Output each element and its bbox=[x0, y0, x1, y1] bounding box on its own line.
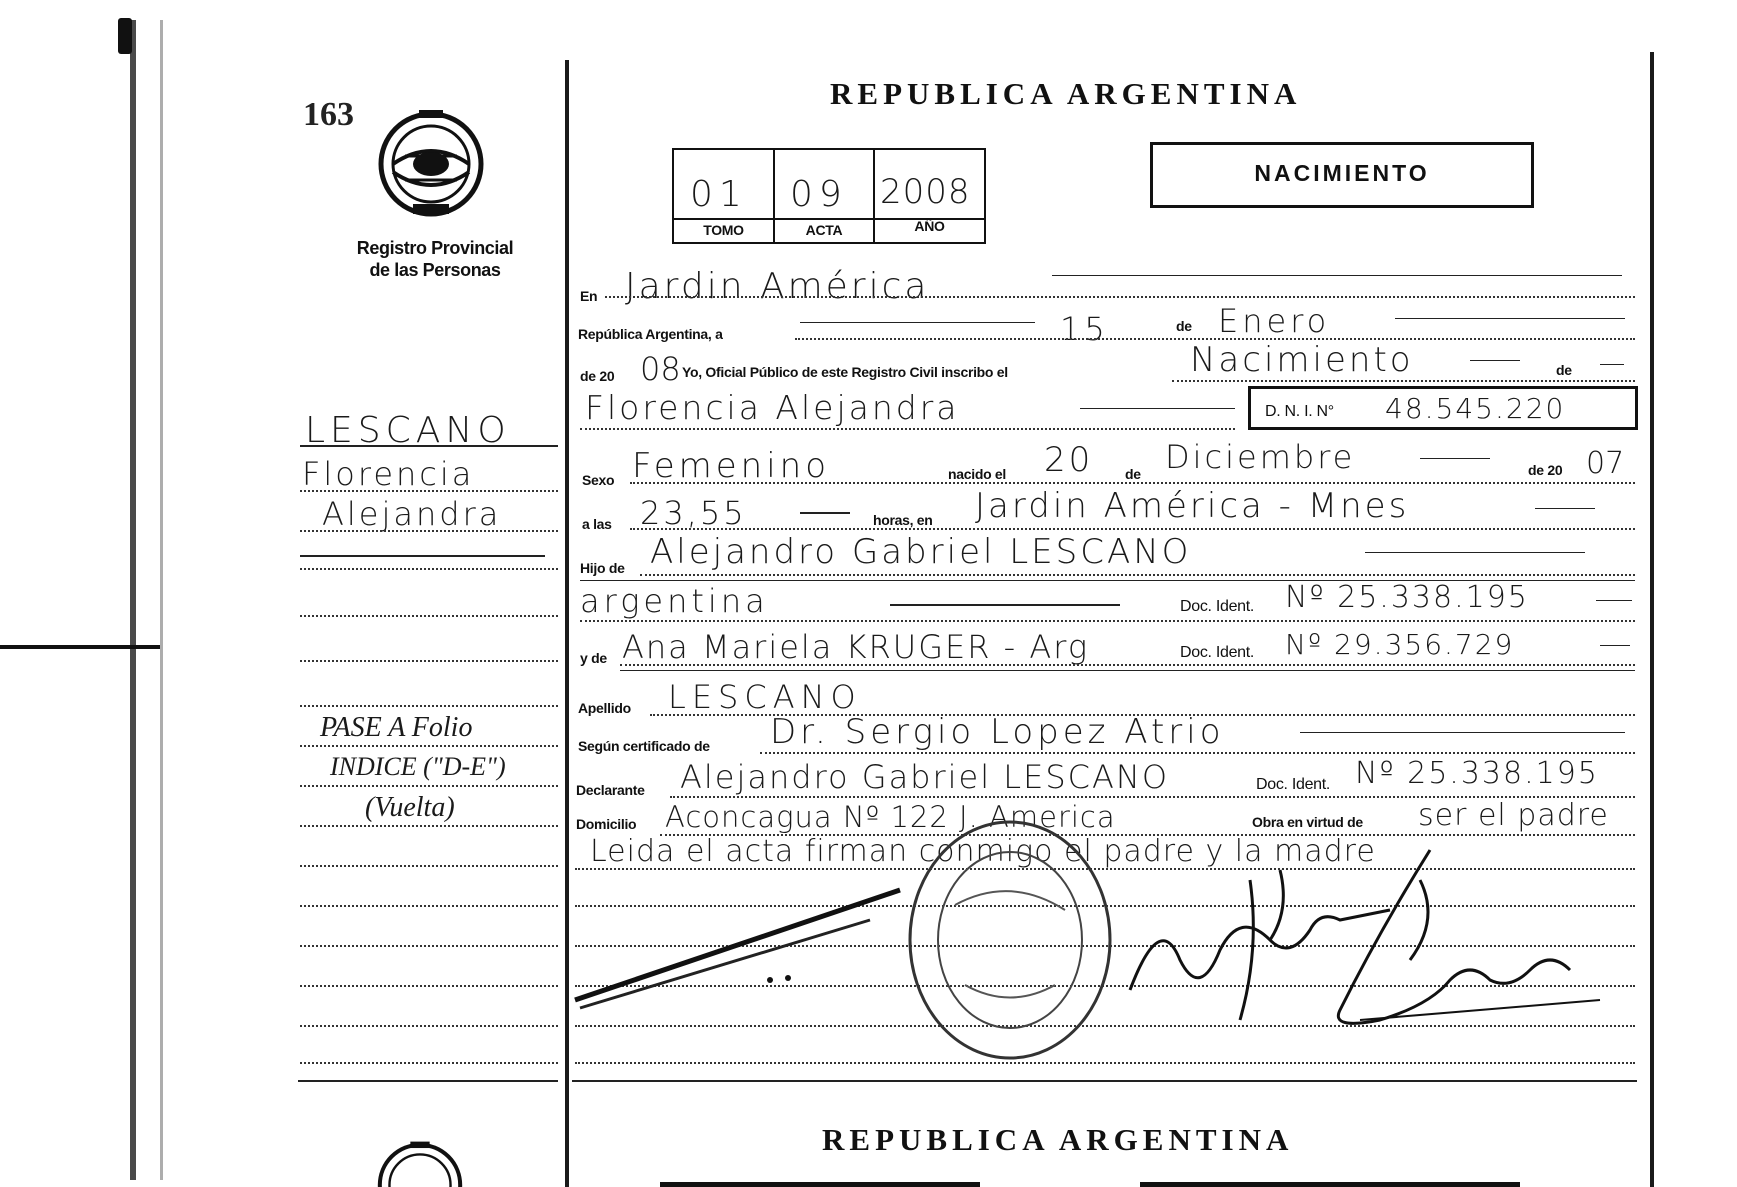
form-line bbox=[630, 528, 1635, 530]
page-edge-line bbox=[130, 20, 136, 1180]
de20-label: de 20 bbox=[580, 368, 615, 384]
form-line bbox=[620, 664, 1635, 666]
form-line bbox=[1172, 380, 1635, 382]
month-value: Enero bbox=[1218, 302, 1331, 340]
form-line bbox=[1470, 360, 1520, 361]
form-line bbox=[605, 296, 1635, 298]
domicilio-label: Domicilio bbox=[576, 816, 637, 832]
sexo-value: Femenino bbox=[632, 446, 830, 486]
registry-name-line1: Registro Provincial bbox=[356, 238, 514, 258]
margin-rule bbox=[300, 785, 558, 787]
margin-note-indice: INDICE ("D-E") bbox=[330, 752, 506, 781]
margin-rule bbox=[300, 825, 558, 827]
margin-rule bbox=[300, 660, 558, 662]
margin-rule bbox=[300, 555, 545, 557]
form-line bbox=[1535, 508, 1595, 509]
doc-ident-label-3: Doc. Ident. bbox=[1256, 776, 1331, 793]
nacido-label: nacido el bbox=[948, 466, 1006, 482]
form-line bbox=[1395, 318, 1625, 319]
de-label-3: de bbox=[1125, 466, 1141, 482]
margin-rule bbox=[300, 905, 558, 907]
form-line bbox=[630, 482, 1635, 484]
form-line bbox=[1420, 458, 1490, 459]
form-line bbox=[1596, 600, 1632, 601]
acta-value: 09 bbox=[790, 174, 848, 215]
place-value: Jardin América bbox=[625, 266, 930, 307]
act-type-label: NACIMIENTO bbox=[1254, 160, 1430, 186]
form-line bbox=[1052, 275, 1622, 276]
form-line bbox=[580, 428, 1235, 430]
margin-rule bbox=[300, 615, 558, 617]
doc-ident-label-2: Doc. Ident. bbox=[1180, 644, 1255, 661]
de-label: de bbox=[1176, 318, 1192, 334]
form-line bbox=[760, 752, 1635, 754]
document-title-bottom: REPUBLICA ARGENTINA bbox=[822, 1122, 1294, 1157]
registry-name-line2: de las Personas bbox=[369, 260, 501, 280]
dni-value: 48.545.220 bbox=[1385, 392, 1566, 425]
form-line bbox=[1600, 645, 1630, 646]
bottom-box-edge bbox=[660, 1182, 980, 1187]
column-divider bbox=[565, 60, 569, 1187]
sexo-label: Sexo bbox=[582, 472, 615, 488]
right-border bbox=[1650, 52, 1654, 1187]
margin-note-folio: PASE A Folio bbox=[320, 712, 473, 743]
year-suffix: 08 bbox=[640, 350, 681, 388]
certificado-label: Según certificado de bbox=[578, 738, 710, 754]
mother-doc-value: Nº 29.356.729 bbox=[1285, 628, 1515, 661]
alas-label: a las bbox=[582, 516, 612, 532]
margin-rule bbox=[300, 490, 558, 492]
signature-officer bbox=[570, 880, 910, 1020]
margin-rule bbox=[300, 865, 558, 867]
acta-label: ACTA bbox=[805, 222, 843, 238]
doc-ident-label-1: Doc. Ident. bbox=[1180, 598, 1255, 615]
section-divider-left bbox=[298, 1080, 558, 1082]
birth-year-suffix: 07 bbox=[1586, 446, 1625, 481]
oficial-text: Yo, Oficial Público de este Registro Civil inscribo el bbox=[682, 364, 1008, 380]
margin-rule bbox=[300, 1062, 558, 1064]
dni-label: D. N. I. N° bbox=[1265, 403, 1334, 420]
de-label-2: de bbox=[1556, 362, 1572, 378]
margin-note-vuelta: (Vuelta) bbox=[365, 792, 455, 823]
hijo-label: Hijo de bbox=[580, 560, 625, 576]
birth-month-value: Diciembre bbox=[1165, 438, 1356, 476]
bottom-box-edge bbox=[1140, 1182, 1520, 1187]
de20-label-2: de 20 bbox=[1528, 462, 1563, 478]
registry-seal-logo-bottom bbox=[375, 1140, 465, 1187]
certificado-value: Dr. Sergio Lopez Atrio bbox=[770, 712, 1225, 752]
event-value: Nacimiento bbox=[1190, 340, 1414, 380]
section-divider-right bbox=[572, 1080, 1637, 1082]
signature-mother bbox=[1320, 840, 1620, 1040]
republica-label: República Argentina, a bbox=[578, 326, 723, 342]
form-line bbox=[580, 620, 1635, 622]
hour-value: 23,55 bbox=[640, 494, 747, 532]
form-line bbox=[1300, 732, 1625, 733]
form-line bbox=[620, 670, 1635, 671]
father-doc-value: Nº 25.338.195 bbox=[1285, 580, 1529, 615]
binding-blot bbox=[118, 18, 132, 54]
document-title: REPUBLICA ARGENTINA bbox=[830, 76, 1302, 111]
leida-text: Leida el acta firman conmigo el padre y la madre bbox=[590, 834, 1376, 869]
form-line bbox=[800, 322, 1035, 323]
obra-label: Obra en virtud de bbox=[1252, 814, 1363, 830]
margin-rule bbox=[300, 985, 558, 987]
domicilio-value: Aconcagua Nº 122 J. America bbox=[665, 800, 1116, 834]
margin-name1: Florencia bbox=[302, 455, 475, 493]
obra-value: ser el padre bbox=[1418, 798, 1609, 833]
margin-name2: Alejandra bbox=[322, 495, 502, 533]
mother-name-value: Ana Mariela KRUGER - Arg bbox=[622, 628, 1090, 666]
page-number: 163 bbox=[303, 96, 354, 133]
form-line bbox=[1080, 408, 1235, 409]
margin-rule bbox=[300, 945, 558, 947]
yde-label: y de bbox=[580, 650, 607, 666]
birth-day-value: 20 bbox=[1044, 440, 1094, 480]
birth-place-value: Jardin América - Mnes bbox=[975, 486, 1410, 526]
anio-label: AÑO bbox=[914, 218, 945, 234]
form-line bbox=[640, 574, 1635, 576]
anio-value: 2008 bbox=[880, 172, 971, 212]
form-line bbox=[890, 604, 1120, 606]
child-name-value: Florencia Alejandra bbox=[585, 388, 960, 427]
horas-label: horas, en bbox=[873, 512, 933, 528]
tomo-value: 01 bbox=[690, 174, 748, 215]
tomo-label: TOMO bbox=[703, 222, 744, 238]
en-label: En bbox=[580, 288, 598, 304]
declarante-doc-value: Nº 25.338.195 bbox=[1355, 756, 1599, 791]
day-value: 15 bbox=[1060, 310, 1109, 348]
form-line bbox=[1365, 552, 1585, 553]
official-stamp bbox=[895, 815, 1125, 1065]
declarante-value: Alejandro Gabriel LESCANO bbox=[680, 758, 1169, 796]
form-line bbox=[800, 512, 850, 514]
registry-seal-logo bbox=[375, 108, 487, 220]
margin-surname: LESCANO bbox=[305, 410, 511, 451]
declarante-label: Declarante bbox=[576, 782, 645, 798]
margin-rule bbox=[300, 530, 558, 532]
father-name-value: Alejandro Gabriel LESCANO bbox=[650, 532, 1192, 572]
margin-rule bbox=[300, 1025, 558, 1027]
margin-rule bbox=[300, 705, 558, 707]
father-nationality-value: argentina bbox=[580, 582, 769, 620]
margin-rule bbox=[300, 568, 558, 570]
binding-mark bbox=[0, 645, 160, 649]
apellido-label: Apellido bbox=[578, 700, 631, 716]
margin-rule bbox=[300, 745, 558, 747]
form-line bbox=[1600, 364, 1624, 365]
apellido-value: LESCANO bbox=[668, 678, 862, 716]
page-edge-shadow bbox=[160, 20, 163, 1180]
margin-rule bbox=[300, 445, 558, 447]
